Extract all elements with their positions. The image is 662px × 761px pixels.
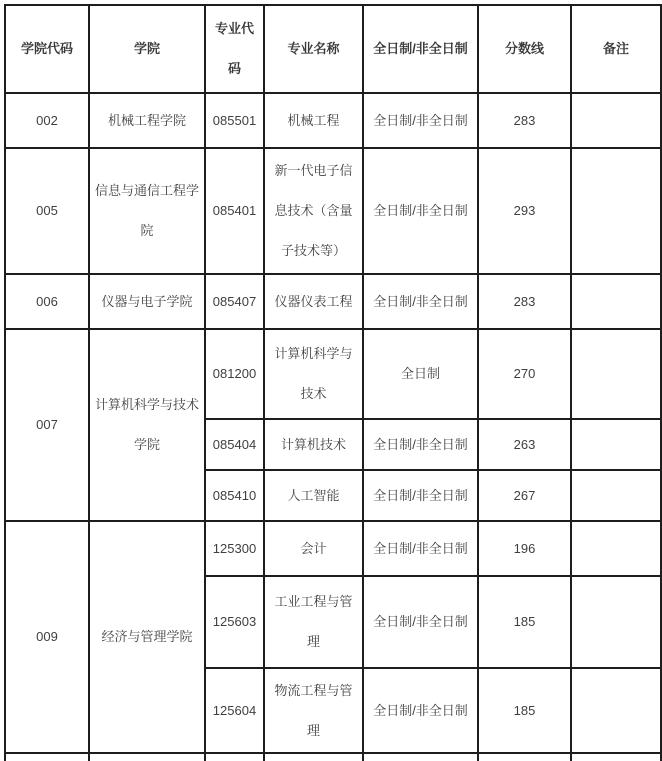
- table-row: [5, 274, 661, 329]
- college-cell: 经济与管理学院: [89, 521, 205, 753]
- major-name-cell: 工业工程与管理: [264, 576, 363, 668]
- table-row: [5, 93, 661, 148]
- major-code-cell: 085404: [205, 419, 264, 470]
- score-cell: 283: [478, 274, 571, 329]
- score-cell: 185: [478, 576, 571, 668]
- remark-cell: [571, 419, 661, 470]
- remark-cell: [571, 753, 661, 761]
- remark-cell: [571, 274, 661, 329]
- major-name-cell: 会计: [264, 521, 363, 576]
- remark-cell: [571, 576, 661, 668]
- major-name-cell: 新一代电子信息技术（含量子技术等）: [264, 148, 363, 274]
- header-schedule: 全日制/非全日制: [363, 5, 478, 93]
- remark-cell: [571, 470, 661, 521]
- table-header-row: [5, 5, 661, 93]
- major-code-cell: 081200: [205, 329, 264, 419]
- major-code-cell: 125300: [205, 521, 264, 576]
- college-code-cell: [5, 753, 89, 761]
- major-code-cell: 085407: [205, 274, 264, 329]
- remark-cell: [571, 93, 661, 148]
- college-cell: 机械工程学院: [89, 93, 205, 148]
- header-major-name: 专业名称: [264, 5, 363, 93]
- remark-cell: [571, 329, 661, 419]
- table-row: [5, 329, 661, 419]
- admission-scoreline-table: [4, 4, 662, 761]
- header-college-code: 学院代码: [5, 5, 89, 93]
- major-code-cell: 085401: [205, 148, 264, 274]
- score-cell: 185: [478, 668, 571, 753]
- score-cell: [478, 753, 571, 761]
- college-code-cell: 009: [5, 521, 89, 753]
- college-cell: 仪器与电子学院: [89, 274, 205, 329]
- header-score-line: 分数线: [478, 5, 571, 93]
- schedule-cell: 全日制/非全日制: [363, 668, 478, 753]
- schedule-cell: 全日制/非全日制: [363, 576, 478, 668]
- score-cell: 270: [478, 329, 571, 419]
- major-code-cell: 085501: [205, 93, 264, 148]
- major-name-cell: 人工智能: [264, 470, 363, 521]
- major-name-cell: 仪器仪表工程: [264, 274, 363, 329]
- schedule-cell: 全日制: [363, 329, 478, 419]
- major-name-cell: [264, 753, 363, 761]
- remark-cell: [571, 668, 661, 753]
- table-row: [5, 148, 661, 274]
- schedule-cell: 全日制/非全日制: [363, 93, 478, 148]
- table-row: [5, 521, 661, 576]
- header-remark: 备注: [571, 5, 661, 93]
- table-row-partial: [5, 753, 661, 761]
- college-code-cell: 006: [5, 274, 89, 329]
- college-cell: 计算机科学与技术学院: [89, 329, 205, 521]
- score-cell: 196: [478, 521, 571, 576]
- schedule-cell: 全日制/非全日制: [363, 274, 478, 329]
- remark-cell: [571, 148, 661, 274]
- major-name-cell: 物流工程与管理: [264, 668, 363, 753]
- college-cell: [89, 753, 205, 761]
- major-code-cell: 125603: [205, 576, 264, 668]
- score-cell: 293: [478, 148, 571, 274]
- major-code-cell: 085410: [205, 470, 264, 521]
- college-cell: 信息与通信工程学院: [89, 148, 205, 274]
- college-code-cell: 005: [5, 148, 89, 274]
- header-college: 学院: [89, 5, 205, 93]
- schedule-cell: 全日制/非全日制: [363, 521, 478, 576]
- header-major-code: 专业代码: [205, 5, 264, 93]
- college-code-cell: 007: [5, 329, 89, 521]
- major-code-cell: 125604: [205, 668, 264, 753]
- schedule-cell: [363, 753, 478, 761]
- score-cell: 263: [478, 419, 571, 470]
- score-cell: 267: [478, 470, 571, 521]
- major-name-cell: 计算机科学与技术: [264, 329, 363, 419]
- college-code-cell: 002: [5, 93, 89, 148]
- major-name-cell: 计算机技术: [264, 419, 363, 470]
- major-code-cell: [205, 753, 264, 761]
- major-name-cell: 机械工程: [264, 93, 363, 148]
- remark-cell: [571, 521, 661, 576]
- schedule-cell: 全日制/非全日制: [363, 470, 478, 521]
- schedule-cell: 全日制/非全日制: [363, 148, 478, 274]
- score-cell: 283: [478, 93, 571, 148]
- schedule-cell: 全日制/非全日制: [363, 419, 478, 470]
